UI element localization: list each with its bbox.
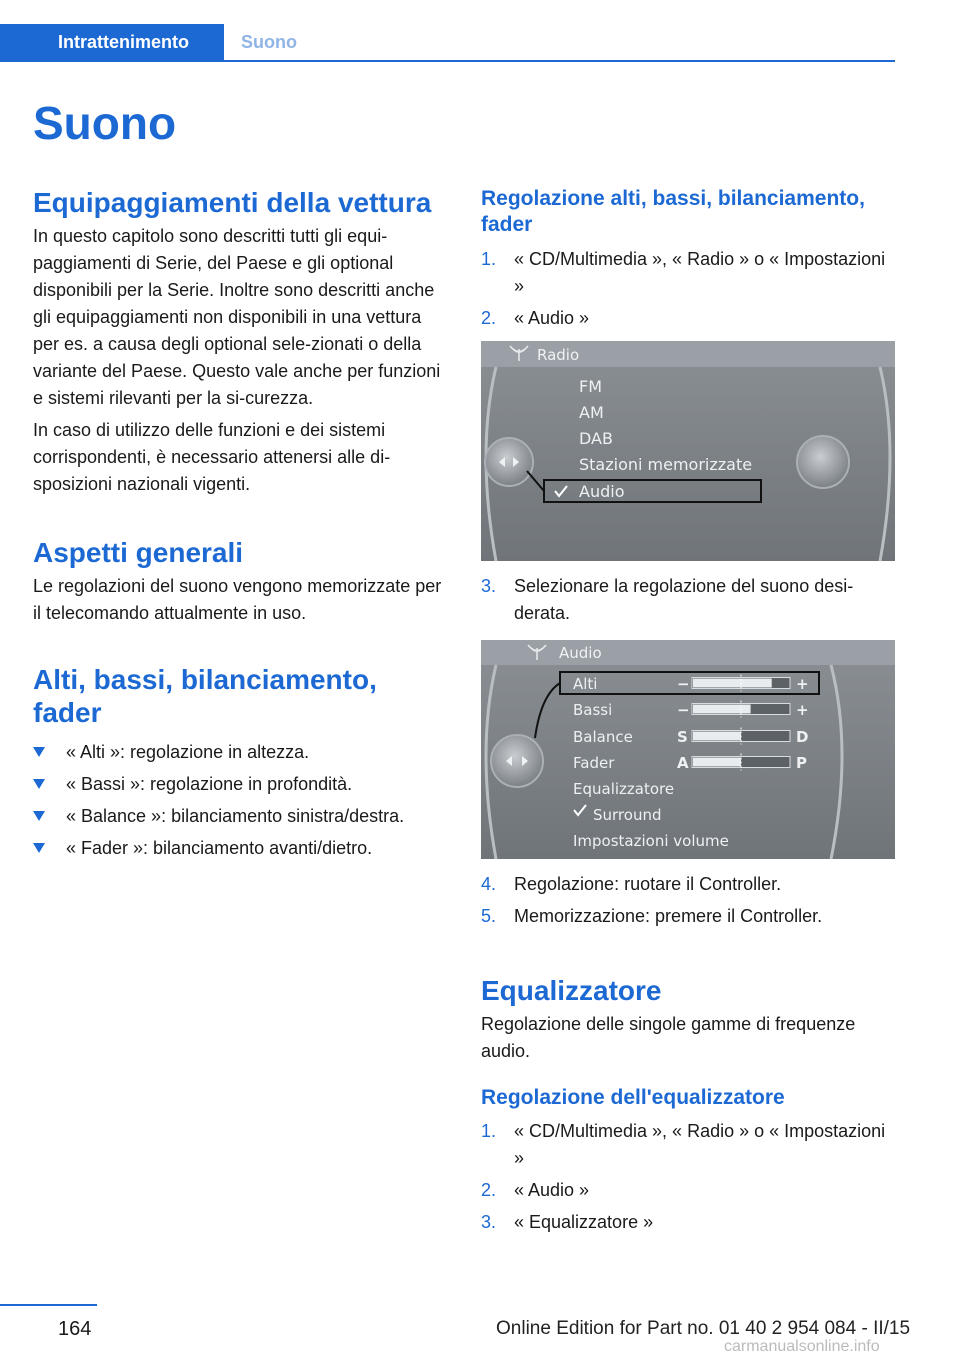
list-item: 3. Selezionare la regolazione del suono desi-derata. <box>481 576 854 623</box>
list-item: « Balance »: bilanciamento sinistra/destra. <box>33 803 451 830</box>
equipment-heading: Equipaggiamenti della vettura <box>33 187 432 218</box>
slider-fill <box>693 705 751 714</box>
svg-text:Stazioni memorizzate: Stazioni memorizzate <box>579 455 753 474</box>
svg-text:AM: AM <box>579 403 604 422</box>
slider-min-label: − <box>677 675 690 693</box>
general-heading: Aspetti generali <box>33 537 244 568</box>
page-title: Suono <box>33 97 177 149</box>
svg-text:DAB: DAB <box>579 429 613 448</box>
list-item: 1. « CD/Multimedia », « Radio » o « Impostazioni » <box>481 249 886 296</box>
controller-knob-icon <box>485 438 533 486</box>
list-item: 2. « Audio » <box>481 308 590 328</box>
list-item: « Bassi »: regolazione in profondità. <box>33 771 451 798</box>
svg-text:Balance: Balance <box>573 728 633 746</box>
list-item: 5. Memorizzazione: premere il Controller. <box>481 906 823 926</box>
slider-max-label: + <box>796 675 809 693</box>
page-header <box>0 24 895 62</box>
page-number-rule <box>0 1304 97 1306</box>
slider-fill <box>693 679 772 688</box>
list-item: « Fader »: bilanciamento avanti/dietro. <box>33 835 451 862</box>
right-column-bottom <box>481 871 896 1236</box>
svg-text:Audio: Audio <box>579 482 625 501</box>
treble-bass-heading: Alti, bassi, bilanciamento, fader <box>33 664 377 728</box>
controller-knob-icon <box>797 436 849 488</box>
slider-fill <box>693 758 741 767</box>
svg-text:FM: FM <box>579 377 603 396</box>
slider-fill <box>693 732 741 741</box>
general-paragraph: Le regolazioni del suono vengono memorizzate per il telecomando attualmente in uso. <box>33 576 442 623</box>
svg-text:Fader: Fader <box>573 754 615 772</box>
radio-menu-screenshot <box>481 341 895 561</box>
list-item: 2. « Audio » <box>481 1180 590 1200</box>
controller-knob-icon <box>491 735 543 787</box>
audio-menu-screenshot <box>481 640 895 859</box>
equipment-paragraph-2: In caso di utilizzo delle funzioni e dei sistemi corrispondenti, è necessario attenersi alle di-sposizioni nazionali vigenti. <box>33 420 391 494</box>
svg-text:Impostazioni volume: Impostazioni volume <box>573 832 729 850</box>
equalizer-subheading: Regolazione dell'equalizzatore <box>481 1086 785 1109</box>
triangle-bullet-icon <box>33 747 45 757</box>
subsection-tab: Suono <box>241 32 297 52</box>
slider-min-label: − <box>677 701 690 719</box>
slider-max-label: + <box>796 701 809 719</box>
triangle-bullet-icon <box>33 779 45 789</box>
section-tab: Intrattenimento <box>0 24 224 60</box>
slider-min-label: A <box>677 754 689 772</box>
equalizer-heading: Equalizzatore <box>481 975 662 1006</box>
right-column-top <box>481 186 896 332</box>
adjust-heading: Regolazione alti, bassi, bilanciamento, fader <box>481 187 865 236</box>
footer-edition: Online Edition for Part no. 01 40 2 954 084 - II/15 <box>496 1318 911 1339</box>
slider-max-label: P <box>796 754 807 772</box>
svg-text:Surround: Surround <box>593 806 662 824</box>
screen-title: Radio <box>537 346 580 364</box>
equipment-paragraph-1: In questo capitolo sono descritti tutti gli equi-paggiamenti di Serie, del Paese e gli optional disponibili per la Serie. Inoltre sono descritti anche gli equipaggiamenti non disponibili in una vettura per es. a causa degli optional sele-zionati o della variante del Paese. Questo vale anche per funzioni e sistemi rilevanti per la si-curezza. <box>33 226 441 408</box>
slider-min-label: S <box>677 728 688 746</box>
svg-text:Audio: Audio <box>559 644 602 662</box>
list-item: « Alti »: regolazione in altezza. <box>33 739 451 766</box>
right-column-step3 <box>481 573 896 627</box>
svg-text:Equalizzatore: Equalizzatore <box>573 780 675 798</box>
watermark: carmanualsonline.info <box>724 1338 880 1355</box>
triangle-bullet-icon <box>33 843 45 853</box>
svg-text:Alti: Alti <box>573 675 598 693</box>
equalizer-paragraph: Regolazione delle singole gamme di frequenze audio. <box>481 1014 856 1061</box>
slider-max-label: D <box>796 728 809 746</box>
left-column <box>33 186 451 862</box>
list-item: 3. « Equalizzatore » <box>481 1212 654 1232</box>
bullet-list <box>33 739 451 862</box>
list-item: 4. Regolazione: ruotare il Controller. <box>481 874 782 894</box>
triangle-bullet-icon <box>33 811 45 821</box>
page-number: 164 <box>58 1318 92 1340</box>
list-item: 1. « CD/Multimedia », « Radio » o « Impostazioni » <box>481 1121 886 1168</box>
svg-text:Bassi: Bassi <box>573 701 613 719</box>
